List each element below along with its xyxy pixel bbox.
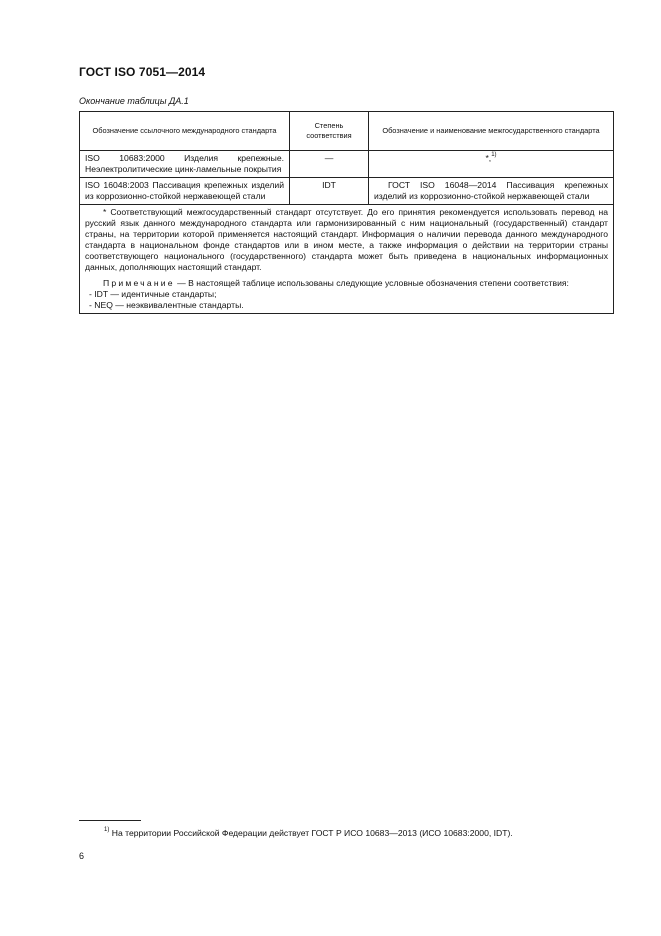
table-notes-cell <box>80 205 614 314</box>
standards-table <box>79 111 614 314</box>
national-standard-cell <box>369 151 614 178</box>
table-header-row <box>80 112 614 151</box>
degree-cell: — <box>290 151 369 178</box>
list-item: - NEQ — неэквивалентные стандарты. <box>89 300 244 310</box>
table-notes-row <box>80 205 614 314</box>
page-footnote-marker: 1) <box>104 827 110 834</box>
note-list <box>85 289 608 311</box>
page-footnote <box>104 828 513 838</box>
intl-standard-cell: ISO 10683:2000 Изделия крепежные. Неэлектролитические цинк-ламельные покрытия <box>80 151 290 178</box>
page-footnote-text: На территории Российской Федерации действует ГОСТ Р ИСО 10683—2013 (ИСО 10683:2000, IDT). <box>109 828 513 838</box>
table-footnote-text: * Соответствующий межгосударственный стандарт отсутствует. До его принятия рекомендуется использовать перевод на русский язык данного международного стандарта или гармонизированный с ним национальный (государственный) стандарт страны, на территории которой применяется настоящий стандарт. Информация о наличии перевода данного международного стандарта в национальном фонде стандартов или в ином месте, а также информация о действии на территории страны соответствующего национального (государственного) стандарта может быть приведена в национальных информационных данных, дополняющих настоящий стандарт. <box>85 207 608 272</box>
document-header: ГОСТ ISO 7051—2014 <box>79 65 206 79</box>
intl-standard-cell: ISO 16048:2003 Пассивация крепежных изделий из коррозионно-стойкой нержавеющей стали <box>80 178 290 205</box>
national-standard-text: *, <box>485 153 492 163</box>
national-standard-text: ГОСТ ISO 16048—2014 Пассивация крепежных изделий из коррозионно-стойкой нержавеющей стали <box>374 180 608 201</box>
page-number: 6 <box>79 851 85 861</box>
degree-cell: IDT <box>290 178 369 205</box>
column-header-intl: Обозначение ссылочного международного стандарта <box>80 112 290 151</box>
table-row <box>80 151 614 178</box>
column-header-national: Обозначение и наименование межгосударственного стандарта <box>369 112 614 151</box>
note-text: — В настоящей таблице использованы следующие условные обозначения степени соответствия: <box>174 278 569 288</box>
table-caption: Окончание таблицы ДА.1 <box>79 96 189 106</box>
table-note <box>85 278 608 289</box>
list-item: - IDT — идентичные стандарты; <box>89 289 217 299</box>
national-standard-cell <box>369 178 614 205</box>
table-row <box>80 178 614 205</box>
column-header-degree: Степень соответствия <box>290 112 369 151</box>
footnote-divider <box>79 820 141 821</box>
note-label: Примечание <box>103 278 175 288</box>
footnote-marker: 1) <box>491 152 497 159</box>
